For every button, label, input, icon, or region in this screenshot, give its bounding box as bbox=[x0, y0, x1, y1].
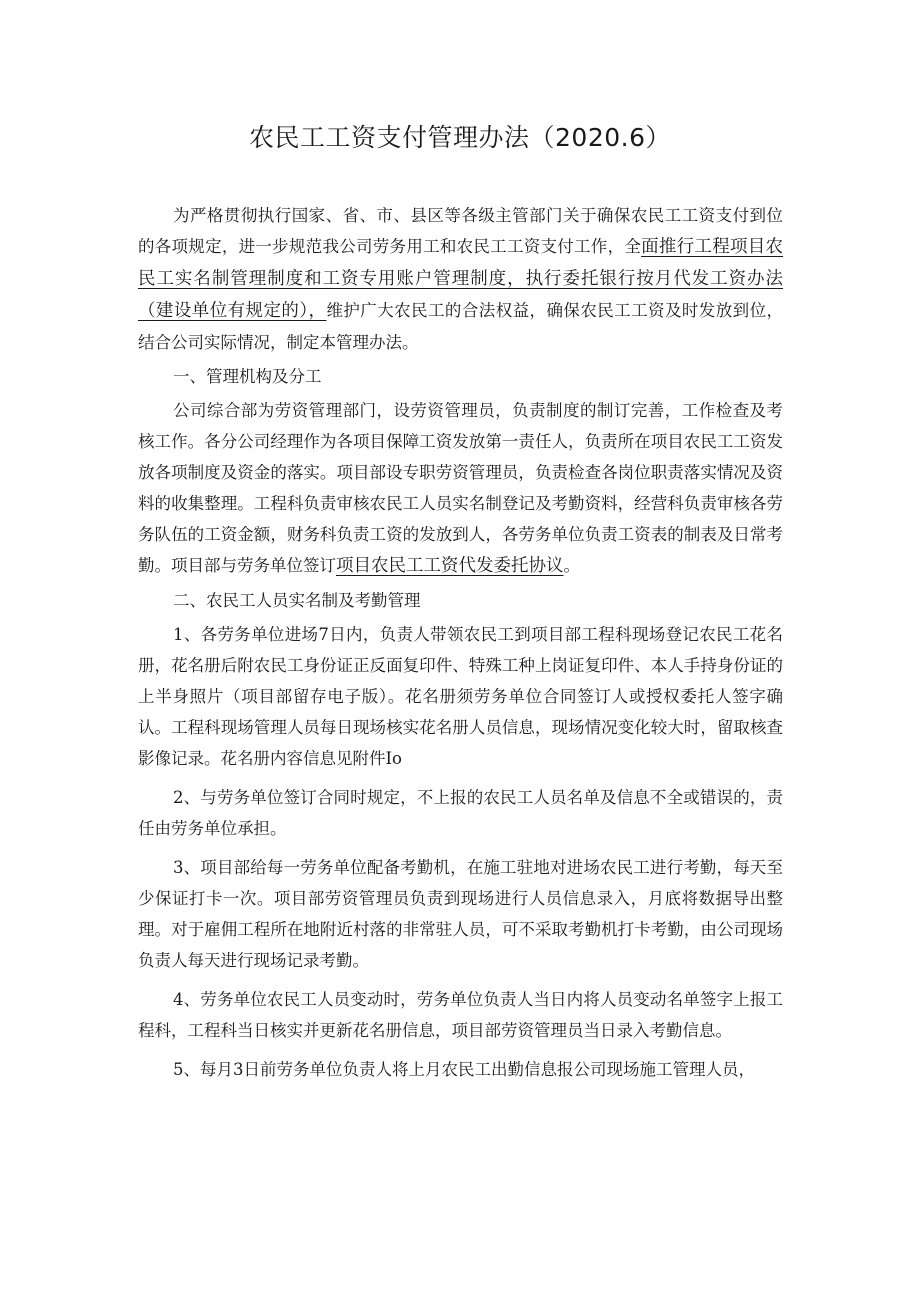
section1-underlined-text: 项目农民工工资代发委托协议 bbox=[336, 556, 564, 576]
list-item: 3、项目部给每一劳务单位配备考勤机，在施工驻地对进场农民工进行考勤，每天至少保证打卡一次。项目部劳资管理员负责到现场进行人员信息录入，月底将数据导出整理。对于雇佣工程所在地附近村落的非常驻人员，可不采取考勤机打卡考勤，由公司现场负责人每天进行现场记录考勤。 bbox=[138, 858, 783, 970]
document-title: 农民工工资支付管理办法（2020.6） bbox=[249, 123, 671, 152]
intro-text-end: 维护广大农民工的合法权益，确保农民工工资及时发放到位，结合公司实际情况，制定本管理办法。 bbox=[138, 301, 784, 352]
intro-underlined-text: 面推行工程项目农民工实名制管理制度和工资专用账户管理制度，执行委托银行按月代发工资办法（建设单位有规定的）， bbox=[138, 237, 784, 321]
section1-heading: 一、管理机构及分工 bbox=[173, 367, 322, 386]
list-item: 5、每月3日前劳务单位负责人将上月农民工出勤信息报公司现场施工管理人员， bbox=[173, 1060, 755, 1079]
section1-text-end: 。 bbox=[563, 556, 580, 575]
intro-paragraph bbox=[138, 200, 783, 358]
section1-text: 公司综合部为劳资管理部门，设劳资管理员，负责制度的制订完善，工作检查及考核工作。各分公司经理作为各项目保障工资发放第一责任人，负责所在项目农民工工资发放各项制度及资金的落实。项目部设专职劳资管理员，负责检查各岗位职责落实情况及资料的收集整理。工程科负责审核农民工人员实名制登记及考勤资料，经营科负责审核各劳务队伍的工资金额，财务科负责工资的发放到人，各劳务单位负责工资表的制表及日常考勤。项目部与劳务单位签订 bbox=[138, 401, 783, 575]
intro-text: 为严格贯彻执行国家、省、市、县区等各级主管部门关于确保农民工工资支付到位的各项规定，进一步规范我公司劳务用工和农民工工资支付工作，全 bbox=[138, 206, 783, 256]
document-body bbox=[138, 200, 783, 1085]
section2-heading: 二、农民工人员实名制及考勤管理 bbox=[173, 591, 421, 610]
list-item: 4、劳务单位农民工人员变动时，劳务单位负责人当日内将人员变动名单签字上报工程科，工程科当日核实并更新花名册信息，项目部劳资管理员当日录入考勤信息。 bbox=[138, 990, 783, 1040]
list-item: 1、各劳务单位进场7日内，负责人带领农民工到项目部工程科现场登记农民工花名册，花名册后附农民工身份证正反面复印件、特殊工种上岗证复印件、本人手持身份证的上半身照片（项目部留存电子版）。花名册须劳务单位合同签订人或授权委托人签字确认。工程科现场管理人员每日现场核实花名册人员信息，现场情况变化较大时，留取核查影像记录。花名册内容信息见附件Io bbox=[138, 625, 783, 768]
list-item: 2、与劳务单位签订合同时规定，不上报的农民工人员名单及信息不全或错误的，责任由劳务单位承担。 bbox=[138, 788, 783, 838]
section1-paragraph bbox=[138, 395, 783, 582]
